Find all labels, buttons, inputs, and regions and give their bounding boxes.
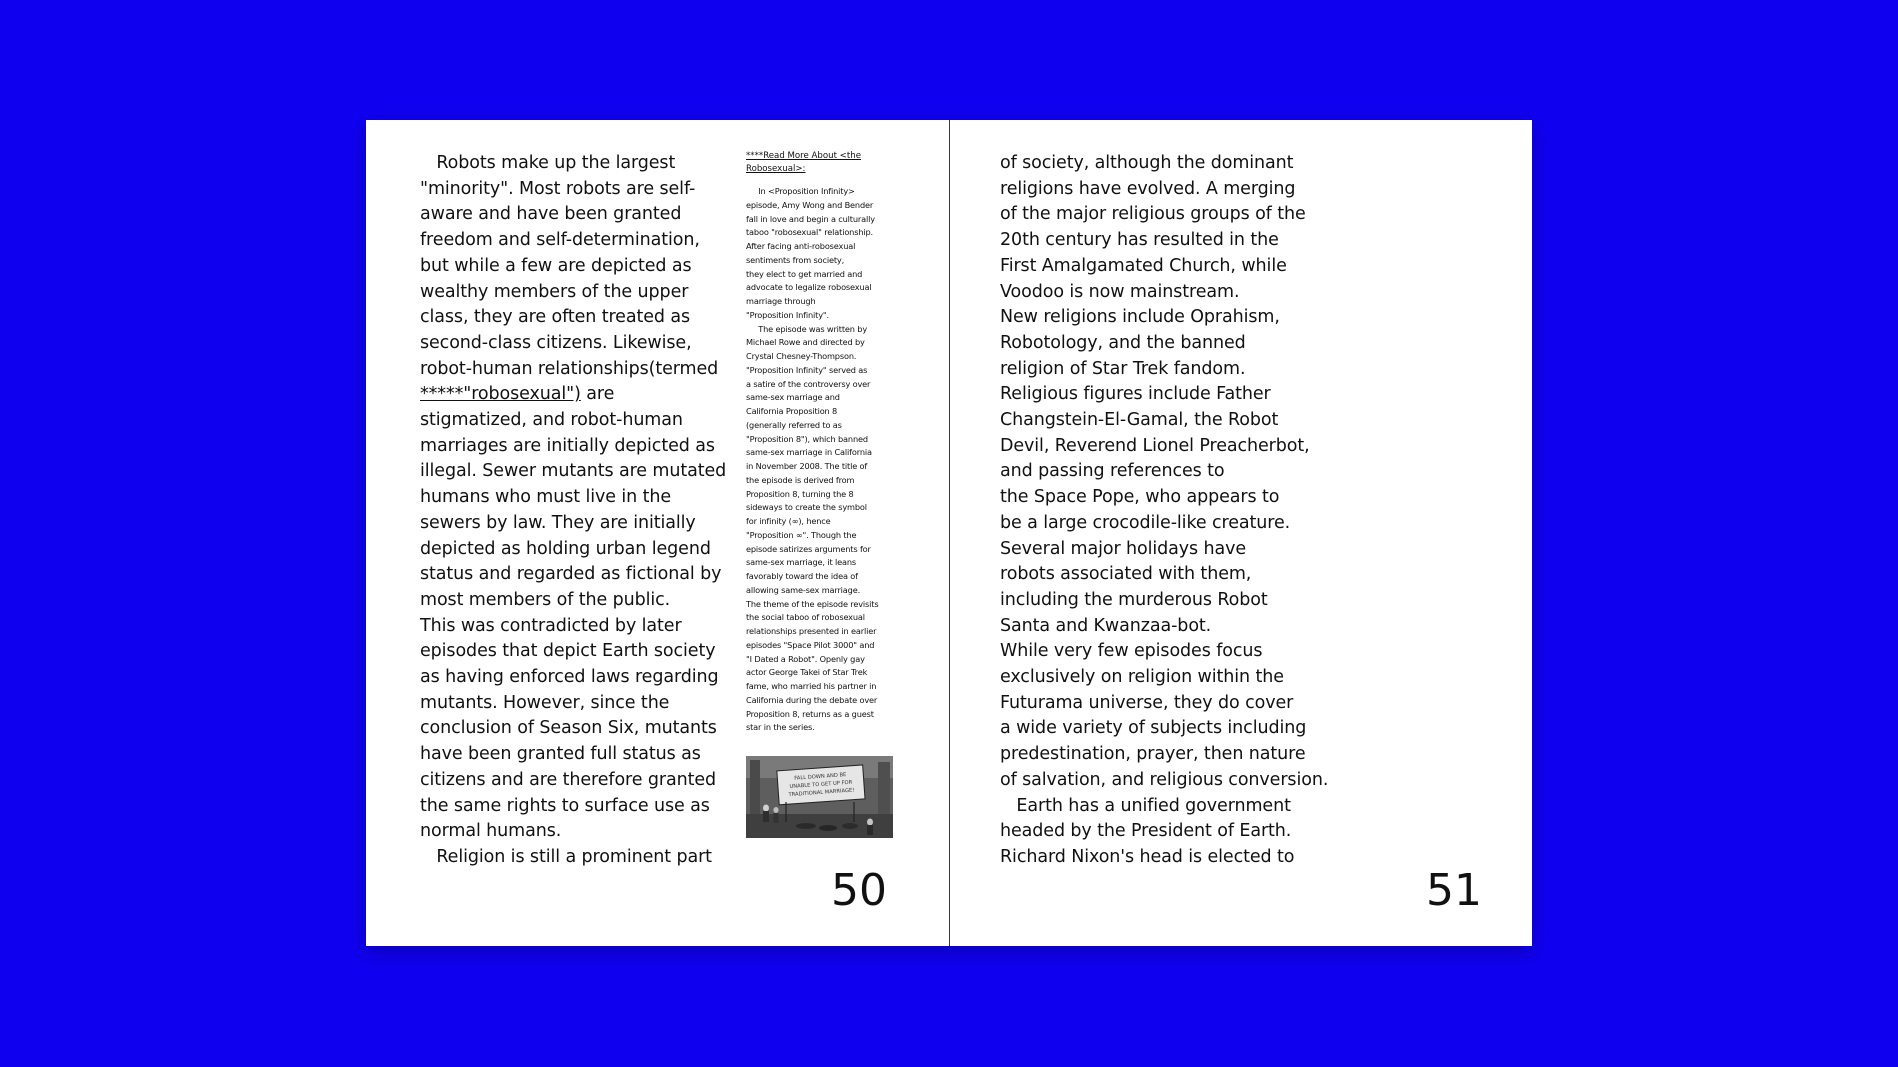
right-body-line: be a large crocodile-like creature.	[1000, 512, 1291, 533]
right-body-line: Devil, Reverend Lionel Preacherbot,	[1000, 435, 1310, 456]
sidebar-line: Crystal Chesney-Thompson.	[746, 351, 857, 361]
left-body-line: mutants. However, since the	[420, 692, 670, 713]
right-body-line: of society, although the dominant	[1000, 153, 1294, 173]
sidebar-line: favorably toward the idea of	[746, 571, 858, 581]
sidebar-line: Proposition 8, turning the 8	[746, 488, 854, 499]
sidebar-line: sideways to create the symbol	[746, 502, 867, 513]
page-number-right: 51	[1426, 865, 1482, 916]
left-body-line: sewers by law. They are initially	[420, 512, 696, 533]
right-body-line: headed by the President of Earth.	[1000, 821, 1292, 842]
left-body-line: wealthy members of the upper	[420, 281, 689, 302]
right-body-text	[1000, 151, 1329, 871]
right-body-line: Voodoo is now mainstream.	[1000, 281, 1240, 302]
sidebar-line: Michael Rowe and directed by	[746, 337, 865, 348]
sidebar-line: After facing anti-robosexual	[746, 241, 856, 251]
left-body-line: most members of the public.	[420, 589, 671, 610]
sidebar-line: "Proposition Infinity".	[746, 309, 829, 320]
sidebar-line: "I Dated a Robot". Openly gay	[746, 653, 865, 664]
sidebar-line: same-sex marriage, it leans	[746, 557, 856, 568]
episode-still-drawing	[746, 756, 893, 838]
sidebar-line: actor George Takei of Star Trek	[746, 667, 868, 678]
sidebar-line: the episode is derived from	[746, 474, 855, 485]
right-body-line: Robotology, and the banned	[1000, 332, 1246, 353]
left-body-line: but while a few are depicted as	[420, 255, 692, 276]
left-body-line: status and regarded as fictional by	[420, 564, 722, 585]
right-body-line: 20th century has resulted in the	[1000, 230, 1279, 251]
read-more-link[interactable]: ****Read More About <the	[746, 151, 861, 161]
read-more-link-continued[interactable]: Robosexual>:	[746, 164, 806, 174]
right-body-line: religion of Star Trek fandom.	[1000, 358, 1246, 379]
left-body-line: Religion is still a prominent part	[420, 846, 712, 867]
right-body-line: predestination, prayer, then nature	[1000, 744, 1306, 765]
right-body-line: Richard Nixon's head is elected to	[1000, 846, 1295, 867]
left-body-line	[420, 382, 742, 408]
right-body-line: Earth has a unified government	[1000, 795, 1291, 816]
sidebar-line: (generally referred to as	[746, 419, 842, 430]
sidebar-line: "Proposition Infinity" served as	[746, 364, 868, 375]
left-body-line: robot-human relationships(termed	[420, 358, 719, 379]
right-body-line: of salvation, and religious conversion.	[1000, 769, 1329, 790]
left-body-line: second-class citizens. Likewise,	[420, 332, 692, 353]
right-body-line: Changstein-El-Gamal, the Robot	[1000, 410, 1279, 431]
sidebar-line: same-sex marriage in California	[746, 447, 872, 458]
sidebar-line: the social taboo of robosexual	[746, 612, 865, 623]
right-body-line: of the major religious groups of the	[1000, 204, 1306, 225]
right-body-line: Several major holidays have	[1000, 538, 1247, 559]
sidebar-line: The episode was written by	[746, 323, 868, 334]
sidebar-line: taboo "robosexual" relationship.	[746, 227, 873, 238]
sidebar-line: same-sex marriage and	[746, 392, 840, 403]
sign-text-3: TRADITIONAL MARRIAGE!	[788, 787, 855, 799]
left-body-line: marriages are initially depicted as	[420, 435, 715, 456]
right-body-line: the Space Pope, who appears to	[1000, 487, 1280, 508]
sidebar-line: "Proposition 8"), which banned	[746, 433, 868, 444]
robosexual-link[interactable]: *****"robosexual")	[420, 384, 581, 405]
sidebar-body-text	[746, 185, 896, 735]
left-body-line: freedom and self-determination,	[420, 230, 700, 251]
sidebar-line: Proposition 8, returns as a guest	[746, 708, 874, 719]
sidebar-note	[746, 150, 896, 735]
left-body-line: the same rights to surface use as	[420, 795, 710, 816]
left-body-line: "minority". Most robots are self-	[420, 178, 696, 199]
left-body-line: citizens and are therefore granted	[420, 769, 717, 790]
sidebar-line: "Proposition ∞". Though the	[746, 529, 857, 540]
right-body-line: a wide variety of subjects including	[1000, 718, 1307, 739]
left-body-line: This was contradicted by later	[420, 615, 682, 636]
sidebar-line: advocate to legalize robosexual	[746, 282, 872, 293]
left-body-line: Robots make up the largest	[420, 153, 676, 173]
sign-text-2: UNABLE TO GET UP FOR	[789, 779, 853, 791]
left-body-line: as having enforced laws regarding	[420, 667, 719, 688]
sidebar-line: episode, Amy Wong and Bender	[746, 199, 874, 210]
right-body-line: and passing references to	[1000, 461, 1225, 482]
right-body-line: Religious figures include Father	[1000, 384, 1271, 405]
sidebar-line: fall in love and begin a culturally	[746, 213, 875, 224]
right-body-line: First Amalgamated Church, while	[1000, 255, 1287, 276]
left-body-line: stigmatized, and robot-human	[420, 410, 683, 431]
left-body-line: episodes that depict Earth society	[420, 641, 716, 662]
right-body-line: religions have evolved. A merging	[1000, 178, 1296, 199]
sidebar-line: marriage through	[746, 296, 816, 306]
episode-still-image	[746, 756, 893, 838]
left-body-line: conclusion of Season Six, mutants	[420, 718, 717, 739]
page-number-left: 50	[831, 865, 887, 916]
right-body-line: While very few episodes focus	[1000, 641, 1263, 662]
left-body-line: humans who must live in the	[420, 487, 672, 508]
sidebar-line: The theme of the episode revisits	[746, 598, 879, 609]
right-page	[950, 120, 1533, 946]
sidebar-line: relationships presented in earlier	[746, 626, 877, 636]
sidebar-line: episode satirizes arguments for	[746, 543, 871, 554]
sidebar-line: for infinity (∞), hence	[746, 516, 831, 526]
right-body-line: including the murderous Robot	[1000, 589, 1268, 610]
left-body-line: have been granted full status as	[420, 744, 701, 765]
sidebar-line: sentiments from society,	[746, 254, 845, 265]
right-body-line: exclusively on religion within the	[1000, 667, 1284, 688]
sidebar-line: in November 2008. The title of	[746, 461, 868, 471]
left-body-line-text: are	[580, 384, 615, 405]
sidebar-line: a satire of the controversy over	[746, 378, 871, 389]
sign-text-1: FALL DOWN AND BE	[794, 772, 847, 782]
right-body-line: robots associated with them,	[1000, 564, 1252, 585]
sidebar-line: they elect to get married and	[746, 268, 863, 279]
right-body-line: Futurama universe, they do cover	[1000, 692, 1294, 713]
left-body-line: aware and have been granted	[420, 204, 682, 225]
sidebar-line: allowing same-sex marriage.	[746, 584, 861, 595]
left-body-text	[420, 151, 742, 871]
right-body-line: Santa and Kwanzaa-bot.	[1000, 615, 1212, 636]
sidebar-line: California Proposition 8	[746, 406, 838, 416]
left-page	[366, 120, 949, 946]
right-body-line: New religions include Oprahism,	[1000, 307, 1280, 328]
sidebar-line: episodes "Space Pilot 3000" and	[746, 639, 875, 650]
book-spread	[366, 120, 1532, 946]
left-body-line: illegal. Sewer mutants are mutated	[420, 461, 727, 482]
sidebar-line: fame, who married his partner in	[746, 681, 877, 691]
left-body-line: depicted as holding urban legend	[420, 538, 711, 559]
sidebar-line: In <Proposition Infinity>	[746, 186, 855, 196]
sidebar-line: California during the debate over	[746, 694, 878, 705]
sidebar-line: star in the series.	[746, 722, 815, 733]
left-body-line: normal humans.	[420, 821, 562, 842]
left-body-line: class, they are often treated as	[420, 307, 691, 328]
